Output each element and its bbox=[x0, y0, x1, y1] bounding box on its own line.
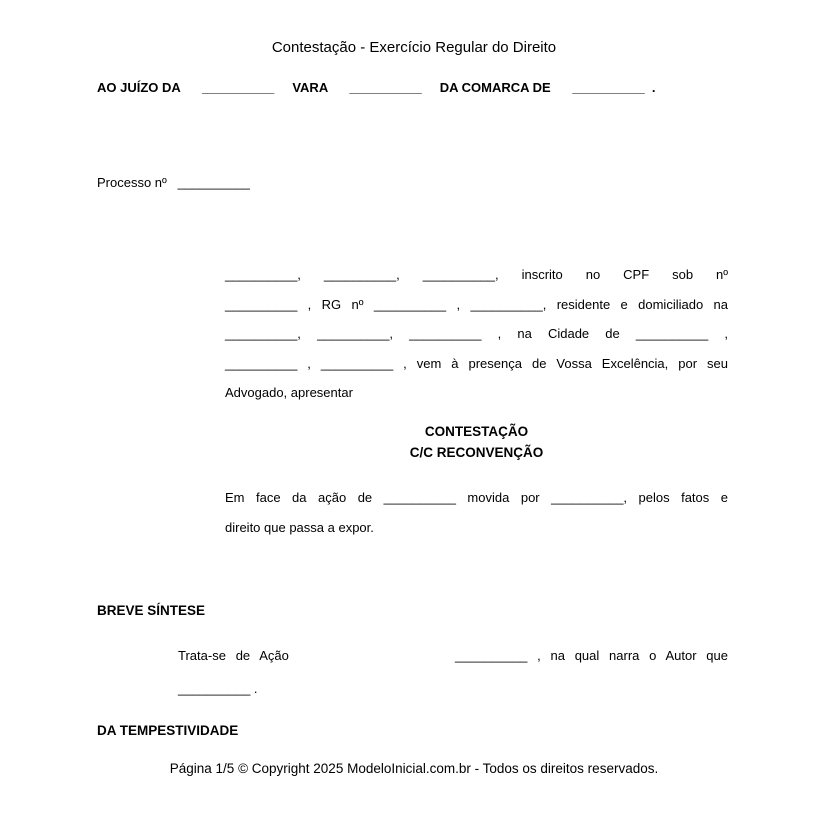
object-paragraph-line: Em face da ação de __________ movida por __________, pelos fatos e bbox=[225, 490, 728, 505]
court-addressing-line: AO JUÍZO DA __________ VARA __________ DA COMARCA DE __________ . bbox=[97, 80, 656, 95]
qualification-line: Advogado, apresentar bbox=[225, 385, 353, 400]
process-number-line: Processo nº __________ bbox=[97, 175, 250, 190]
qualification-line: __________, __________, __________, inscrito no CPF sob nº bbox=[225, 267, 728, 282]
breve-sintese-line: __________ . bbox=[178, 680, 258, 696]
object-paragraph-line: direito que passa a expor. bbox=[225, 519, 374, 535]
section-heading-breve-sintese: BREVE SÍNTESE bbox=[97, 603, 206, 618]
qualification-line: __________, __________, __________ , na Cidade de __________ , bbox=[225, 326, 728, 341]
section-heading-tempestividade: DA TEMPESTIVIDADE bbox=[97, 723, 239, 738]
qualification-line: __________ , RG nº __________ , __________, residente e domiciliado na bbox=[225, 296, 728, 312]
petition-heading bbox=[225, 421, 728, 463]
breve-sintese-line: Trata-se de Ação __________ , na qual narra o Autor que bbox=[178, 648, 728, 663]
object-paragraph bbox=[225, 483, 728, 542]
petition-heading-line1: CONTESTAÇÃO bbox=[424, 424, 529, 439]
party-qualification-paragraph bbox=[225, 260, 728, 408]
page-footer-copyright: Página 1/5 © Copyright 2025 ModeloInicial.com.br - Todos os direitos reservados. bbox=[169, 761, 659, 776]
petition-heading-line2: C/C RECONVENÇÃO bbox=[409, 445, 544, 460]
qualification-line: __________ , __________ , vem à presença de Vossa Excelência, por seu bbox=[225, 355, 728, 371]
document-title: Contestação - Exercício Regular do Direito bbox=[271, 39, 557, 56]
breve-sintese-paragraph bbox=[178, 640, 728, 705]
